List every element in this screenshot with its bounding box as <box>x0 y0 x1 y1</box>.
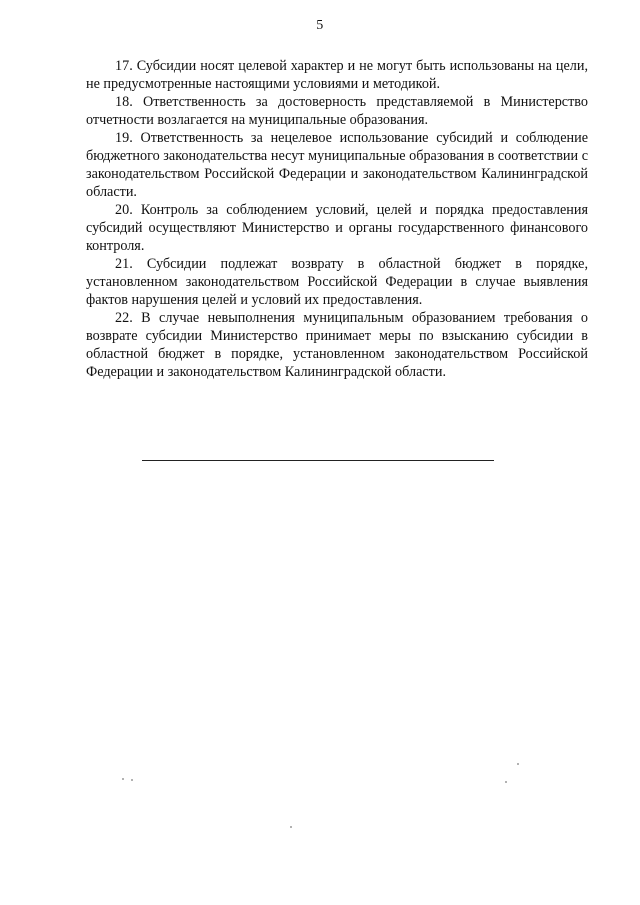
paragraph-21: 21. Субсидии подлежат возврату в областной бюджет в порядке, установленном законодательством Российской Федерации в случае выявления фактов нарушения целей и условий их предоставления. <box>86 256 588 308</box>
scan-speck <box>131 779 133 781</box>
scan-speck <box>505 781 507 783</box>
end-of-text-separator <box>142 460 494 461</box>
paragraph-20: 20. Контроль за соблюдением условий, целей и порядка предоставления субсидий осуществляют Министерство и органы государственного финансового контроля. <box>86 202 588 254</box>
paragraph-22: 22. В случае невыполнения муниципальным образованием требования о возврате субсидии Министерство принимает меры по взысканию субсидии в областной бюджет в порядке, установленном законодательством Российской Федерации и законодательством Калининградской области. <box>86 310 588 380</box>
document-body <box>86 57 588 381</box>
page-number: 5 <box>316 18 324 33</box>
paragraph-17: 17. Субсидии носят целевой характер и не могут быть использованы на цели, не предусмотренные настоящими условиями и методикой. <box>86 58 588 92</box>
paragraph-18: 18. Ответственность за достоверность представляемой в Министерство отчетности возлагается на муниципальные образования. <box>86 94 588 128</box>
paragraph-19: 19. Ответственность за нецелевое использование субсидий и соблюдение бюджетного законодательства несут муниципальные образования в соответствии с законодательством Российской Федерации и законодательством Калининградской области. <box>86 130 588 200</box>
scan-speck <box>517 763 519 765</box>
scan-speck <box>290 826 292 828</box>
scan-speck <box>122 778 124 780</box>
